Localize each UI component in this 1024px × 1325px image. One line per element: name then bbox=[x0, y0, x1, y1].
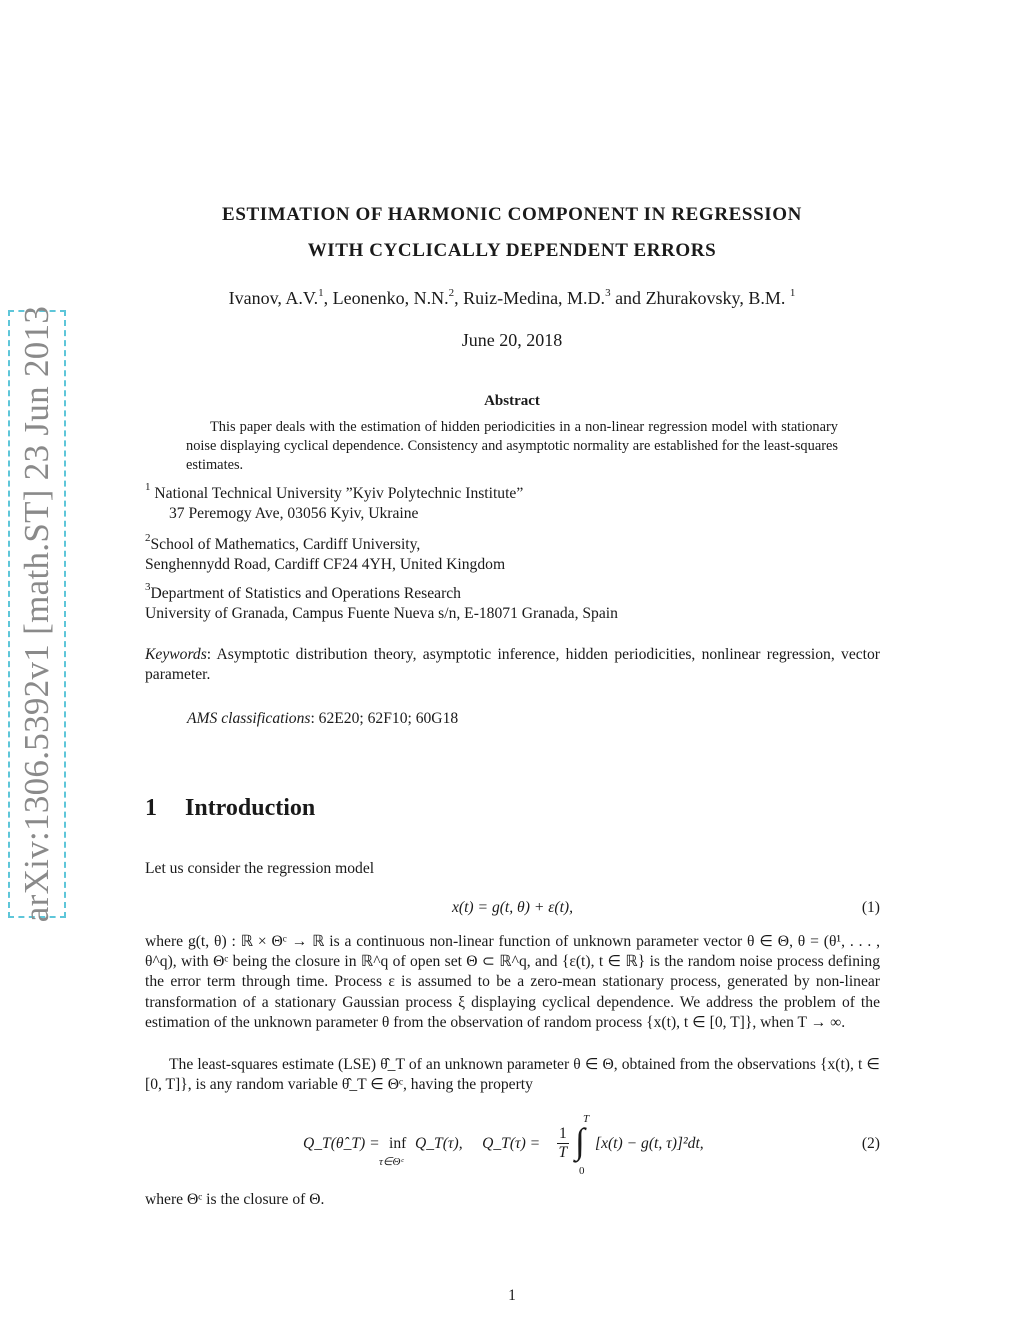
model-description-paragraph: where g(t, θ) : ℝ × Θᶜ → ℝ is a continuous non-linear function of unknown parameter vector θ ∈ Θ, θ = (θ¹, . . . , θ^q), with Θᶜ being the closure in ℝ^q of open set Θ ⊂ ℝ^q, and {ε(t), t ∈ ℝ} is the random noise process defining the error term through time. Process ε is assumed to be a zero-mean stationary process, generated by non-linear transformation of a stationary Gaussian process ξ displaying cyclical dependence. We address the problem of the estimation of the unknown parameter θ from the observation of random process {x(t), t ∈ [0, T]}, when T → ∞. bbox=[145, 933, 880, 1031]
equation-body: x(t) = g(t, θ) + ε(t), bbox=[451, 899, 573, 916]
equation-inf-subscript: τ∈Θᶜ bbox=[379, 1156, 404, 1168]
section-title: Introduction bbox=[185, 795, 316, 821]
ams-classifications bbox=[187, 710, 887, 728]
affiliation-2 bbox=[145, 532, 885, 575]
affiliation-address: University of Granada, Campus Fuente Nueva s/n, E-18071 Granada, Spain bbox=[145, 605, 618, 622]
keywords bbox=[145, 645, 880, 685]
keywords-label: Keywords bbox=[145, 646, 207, 663]
equation-fraction bbox=[557, 1125, 569, 1162]
affiliation-mark: 3 bbox=[145, 581, 151, 593]
author-name: Leonenko, N.N. bbox=[332, 288, 449, 308]
equation-number: (2) bbox=[861, 1135, 880, 1152]
equation-body bbox=[303, 1113, 723, 1175]
paper-title-line-2: WITH CYCLICALLY DEPENDENT ERRORS bbox=[307, 240, 717, 261]
integral-upper-limit: T bbox=[583, 1113, 590, 1125]
affiliation-address: 37 Peremogy Ave, 03056 Kyiv, Ukraine bbox=[169, 505, 419, 522]
equation-1 bbox=[145, 897, 880, 927]
fraction-denominator: T bbox=[558, 1144, 568, 1161]
lse-definition-paragraph: The least-squares estimate (LSE) θ̂_T of an unknown parameter θ ∈ Θ, obtained from the observations {x(t), t ∈ [0, T]}, is any random variable θ̂_T ∈ Θᶜ, having the property bbox=[145, 1056, 880, 1094]
abstract-text: This paper deals with the estimation of hidden periodicities in a non-linear regression model with stationary noise displaying cyclical dependence. Consistency and asymptotic normality are established for the least-squares estimates. bbox=[186, 419, 838, 473]
author-name: Ruiz-Medina, M.D. bbox=[463, 288, 606, 308]
author-affil-mark: 3 bbox=[605, 287, 611, 299]
intro-paragraph: Let us consider the regression model bbox=[145, 860, 375, 877]
affiliation-1 bbox=[145, 481, 885, 524]
abstract-heading: Abstract bbox=[484, 393, 540, 409]
closure-paragraph: where Θᶜ is the closure of Θ. bbox=[145, 1191, 325, 1208]
affiliation-line: National Technical University ”Kyiv Polytechnic Institute” bbox=[150, 485, 524, 502]
publication-date: June 20, 2018 bbox=[461, 330, 563, 350]
affiliation-3 bbox=[145, 581, 885, 624]
author-name: Zhurakovsky, B.M. bbox=[645, 288, 786, 308]
section-heading bbox=[145, 795, 315, 822]
paper-title-line-1: ESTIMATION OF HARMONIC COMPONENT IN REGRESSION bbox=[222, 204, 802, 225]
author-list bbox=[140, 288, 884, 309]
affiliation-line: School of Mathematics, Cardiff University, bbox=[150, 536, 421, 553]
equation-integrand: [x(t) − g(t, τ)]²dt, bbox=[595, 1135, 704, 1152]
author-name: Ivanov, A.V. bbox=[228, 288, 319, 308]
section-number: 1 bbox=[145, 795, 157, 821]
affiliation-address: Senghennydd Road, Cardiff CF24 4YH, United Kingdom bbox=[145, 556, 506, 573]
author-affil-mark: 1 bbox=[318, 287, 324, 299]
author-affil-mark: 1 bbox=[789, 287, 796, 299]
arxiv-identifier: arXiv:1306.5392v1 [math.ST] 23 Jun 2013 bbox=[17, 305, 56, 923]
equation-number: (1) bbox=[861, 899, 880, 916]
affiliation-mark: 1 bbox=[145, 481, 151, 493]
ams-codes: : 62E20; 62F10; 60G18 bbox=[310, 710, 459, 727]
equation-middle: Q_T(τ), Q_T(τ) = bbox=[415, 1135, 541, 1152]
keywords-text: : Asymptotic distribution theory, asymptotic inference, hidden periodicities, nonlinear regression, vector parameter. bbox=[145, 646, 880, 683]
equation-2 bbox=[145, 1113, 880, 1175]
arxiv-stamp bbox=[8, 305, 66, 923]
author-separator: , bbox=[454, 288, 464, 308]
author-affil-mark: 2 bbox=[448, 287, 455, 299]
ams-label: AMS classifications bbox=[187, 710, 311, 727]
page-number: 1 bbox=[508, 1287, 516, 1304]
author-separator: and bbox=[610, 288, 646, 308]
equation-lhs: Q_T(θ̂_T) = bbox=[303, 1135, 380, 1152]
integral-sign: ∫ bbox=[575, 1121, 585, 1161]
affiliation-mark: 2 bbox=[145, 532, 151, 544]
author-separator: , bbox=[323, 288, 333, 308]
equation-inf: inf bbox=[389, 1135, 407, 1152]
affiliation-line: Department of Statistics and Operations Research bbox=[150, 585, 461, 602]
integral-lower-limit: 0 bbox=[579, 1165, 585, 1177]
fraction-numerator: 1 bbox=[559, 1125, 567, 1142]
